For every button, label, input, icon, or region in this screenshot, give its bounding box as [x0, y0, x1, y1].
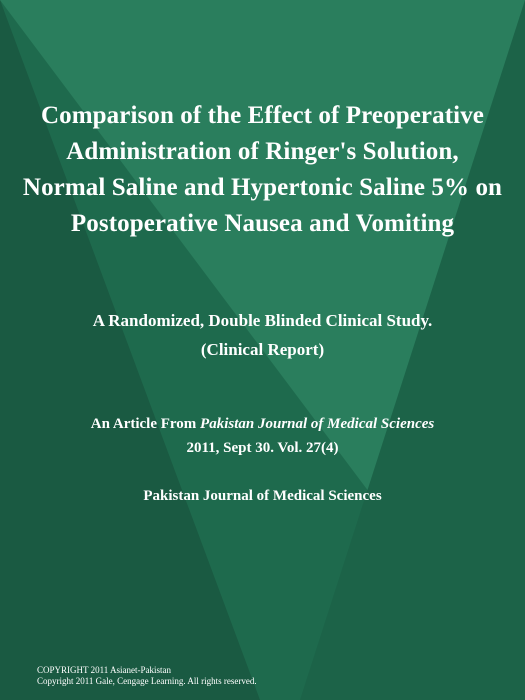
- article-date: 2011, Sept 30. Vol. 27(4): [186, 440, 339, 456]
- copyright-line-1: COPYRIGHT 2011 Asianet-Pakistan: [37, 665, 171, 675]
- journal-name-italic: Pakistan Journal of Medical Sciences: [200, 416, 435, 432]
- book-title: Comparison of the Effect of Preoperative Administration of Ringer's Solution, Normal Saline and Hypertonic Saline 5% on Postoperative Nausea and Vomiting: [22, 102, 503, 237]
- subtitle-line-1: A Randomized, Double Blinded Clinical Study.: [92, 311, 433, 330]
- subtitle-line-2: (Clinical Report): [200, 340, 325, 359]
- article-source-line: [30, 412, 495, 436]
- publisher-name: Pakistan Journal of Medical Sciences: [143, 488, 382, 504]
- article-prefix: An Article From: [90, 416, 197, 432]
- copyright-notice: [37, 665, 397, 687]
- copyright-line-2: Copyright 2011 Gale, Cengage Learning. All rights reserved.: [37, 676, 257, 686]
- article-source: [30, 412, 495, 460]
- book-subtitle: [40, 306, 485, 364]
